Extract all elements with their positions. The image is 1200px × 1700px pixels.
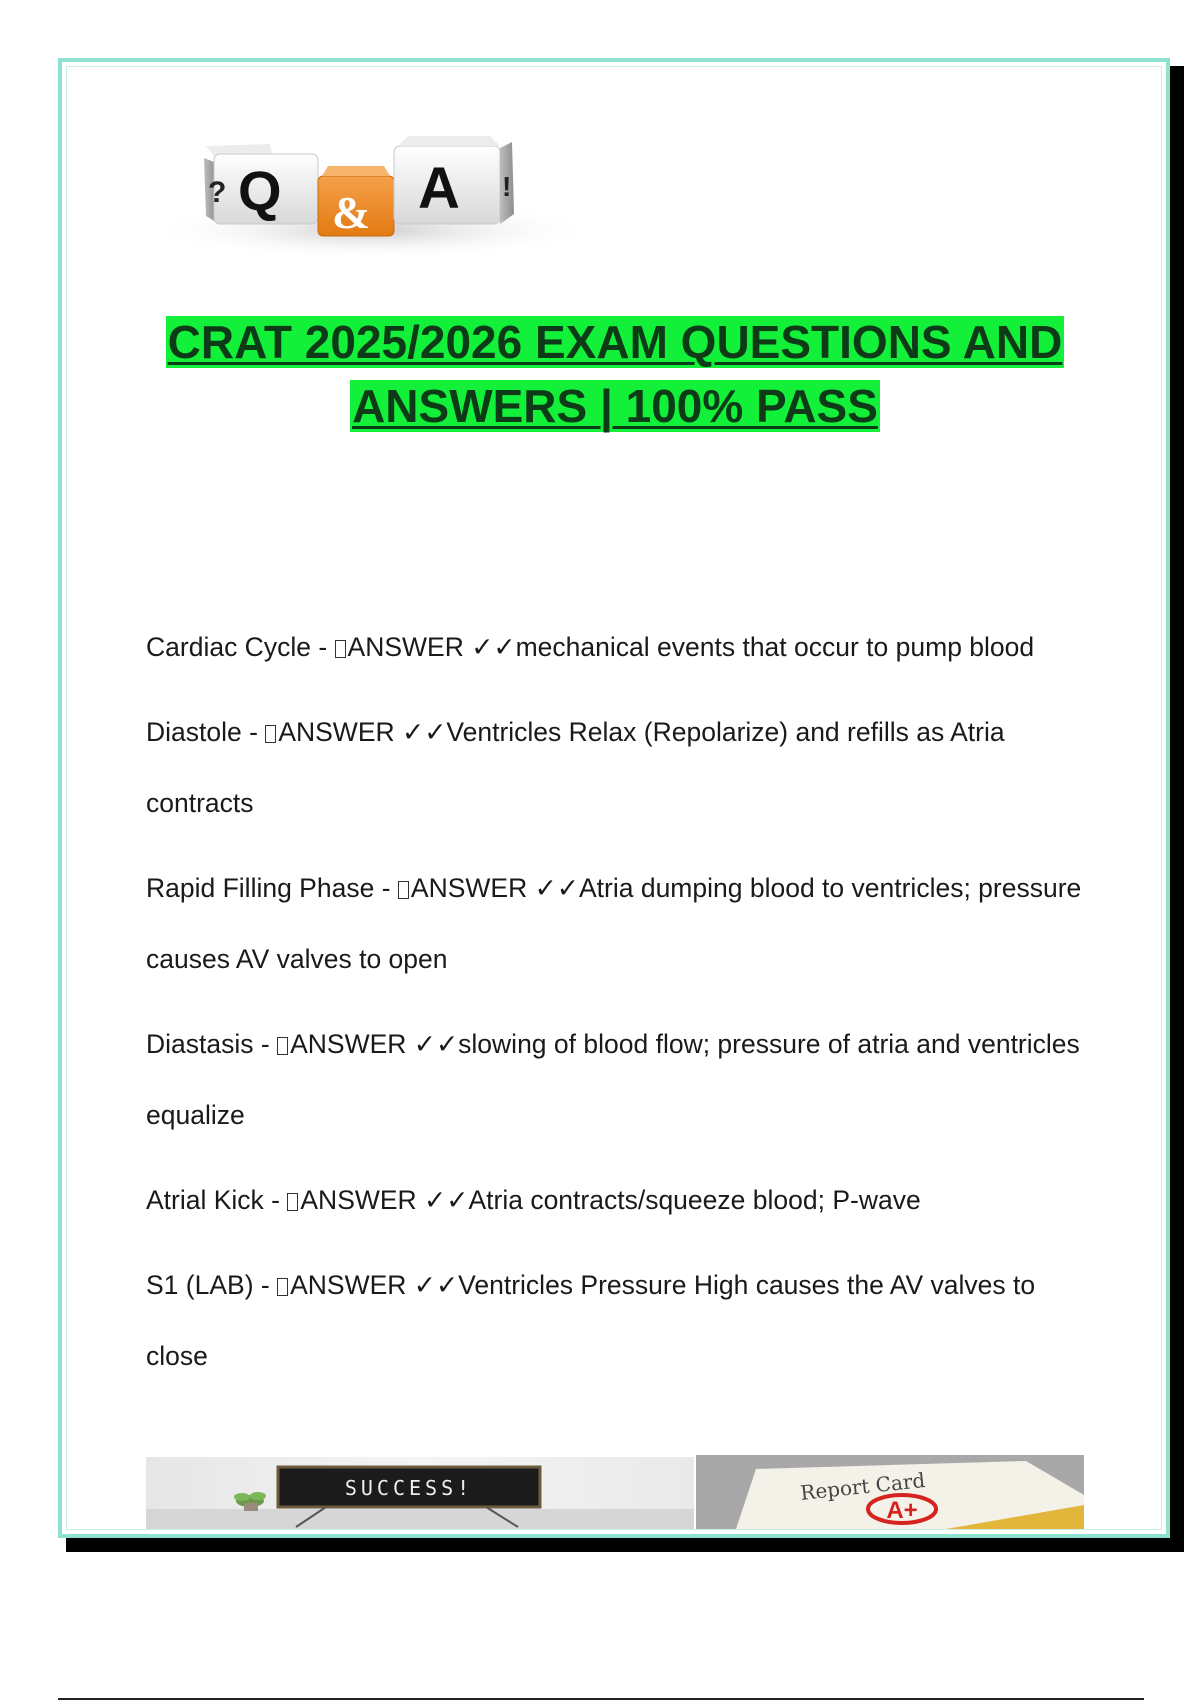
qa-definition: mechanical events that occur to pump blood	[515, 632, 1035, 662]
qa-answer-marker: ANSWER ✓✓	[347, 632, 516, 662]
logo-a-letter: A	[418, 156, 460, 221]
missing-glyph-icon	[398, 881, 409, 899]
qa-term: Cardiac Cycle	[146, 632, 311, 662]
qa-term: Diastasis	[146, 1029, 254, 1059]
qa-separator: -	[374, 873, 398, 903]
qa-dice-logo	[146, 118, 598, 278]
qa-answer-marker: ANSWER ✓✓	[290, 1029, 459, 1059]
qa-answer-marker: ANSWER ✓✓	[410, 873, 579, 903]
qa-separator: -	[263, 1185, 288, 1215]
document-title	[120, 310, 1110, 438]
qa-term: Diastole	[146, 717, 242, 747]
qa-entry	[146, 697, 1096, 839]
missing-glyph-icon	[277, 1278, 288, 1296]
qa-definition: Ventricles Pressure High causes the AV valves to close	[146, 1270, 1036, 1371]
qa-entry	[146, 612, 1096, 683]
qa-definition: Ventricles Relax (Repolarize) and refills as Atria contracts	[146, 717, 1005, 818]
report-card-text: Report Card	[799, 1467, 927, 1505]
qa-entry	[146, 1009, 1096, 1151]
title-line-1: CRAT 2025/2026 EXAM QUESTIONS AND	[167, 316, 1063, 368]
qa-term: Atrial Kick	[146, 1185, 264, 1215]
qa-entry	[146, 1250, 1096, 1392]
logo-amp-glyph: &	[332, 187, 371, 238]
qa-definition: Atria contracts/squeeze blood; P-wave	[468, 1185, 921, 1215]
report-card-banner-image	[696, 1455, 1084, 1529]
grade-text: A+	[886, 1497, 918, 1524]
qa-answer-marker: ANSWER ✓✓	[290, 1270, 459, 1300]
qa-separator: -	[253, 1029, 278, 1059]
qa-separator: -	[310, 632, 335, 662]
missing-glyph-icon	[277, 1037, 288, 1055]
qa-term: Rapid Filling Phase	[146, 873, 375, 903]
qa-definition: Atria dumping blood to ventricles; pressure causes AV valves to open	[146, 873, 1082, 974]
missing-glyph-icon	[335, 640, 346, 658]
question-mark-glyph: ?	[208, 176, 227, 209]
success-sign-text: SUCCESS!	[344, 1476, 474, 1500]
missing-glyph-icon	[287, 1193, 298, 1211]
title-line-2: ANSWERS | 100% PASS	[352, 380, 878, 432]
logo-q-letter: Q	[238, 159, 282, 222]
qa-answer-marker: ANSWER ✓✓	[278, 717, 447, 747]
qa-term: S1 (LAB)	[146, 1270, 254, 1300]
success-banner-image	[146, 1457, 694, 1529]
qa-definition: slowing of blood flow; pressure of atria and ventricles equalize	[146, 1029, 1080, 1130]
qa-answer-marker: ANSWER ✓✓	[300, 1185, 469, 1215]
qa-separator: -	[253, 1270, 278, 1300]
exclamation-glyph: !	[502, 171, 512, 202]
qa-list	[146, 612, 1096, 1406]
missing-glyph-icon	[265, 725, 276, 743]
qa-separator: -	[241, 717, 266, 747]
qa-entry	[146, 1165, 1096, 1236]
qa-entry	[146, 853, 1096, 995]
